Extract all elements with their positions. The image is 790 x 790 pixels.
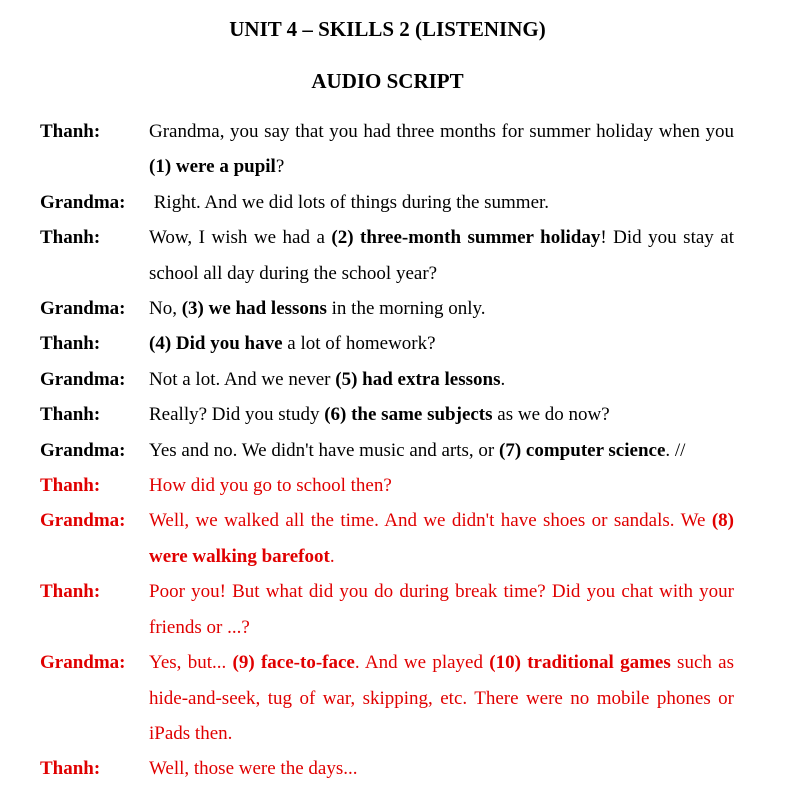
line-text: Well, we walked all the time. And we didn't have shoes or sandals. We xyxy=(149,510,712,532)
answer-text: (7) computer science xyxy=(499,439,666,461)
line-text: in the morning only. xyxy=(326,298,486,320)
speaker-name: Thanh: xyxy=(40,581,101,603)
dialogue-turn-highlighted xyxy=(40,503,734,574)
answer-text: (9) face-to-face xyxy=(232,652,355,674)
speaker-name: Grandma: xyxy=(40,191,126,213)
dialogue-turn xyxy=(40,326,734,361)
speaker-name: Grandma: xyxy=(40,298,126,320)
dialogue-turn-highlighted xyxy=(40,468,734,503)
page-subtitle: AUDIO SCRIPT xyxy=(311,69,464,93)
line-text: No, xyxy=(149,298,182,320)
dialogue-line xyxy=(149,362,734,397)
dialogue-turn-highlighted xyxy=(40,574,734,645)
line-text: Well, those were the days... xyxy=(149,758,358,780)
line-text: ! Did you stay at school all day during the school year? xyxy=(149,227,734,284)
line-text: Poor you! But what did you do during break time? Did you chat with your friends or ...? xyxy=(149,581,734,638)
line-text: ? xyxy=(275,156,285,178)
dialogue-line xyxy=(149,291,734,326)
dialogue-turn xyxy=(40,185,734,220)
dialogue-line xyxy=(149,185,734,220)
line-text: Really? Did you study xyxy=(149,404,325,426)
line-text: . // xyxy=(665,439,686,461)
speaker-name: Grandma: xyxy=(40,652,126,674)
dialogue-line xyxy=(149,220,734,291)
dialogue-turn-highlighted xyxy=(40,751,734,786)
dialogue-turn-highlighted xyxy=(40,645,734,751)
speaker-name: Grandma: xyxy=(40,368,126,390)
line-text: Wow, I wish we had a xyxy=(149,227,332,249)
speaker-name: Thanh: xyxy=(40,758,101,780)
line-text: How did you go to school then? xyxy=(149,475,392,497)
dialogue-turn xyxy=(40,362,734,397)
dialogue-line xyxy=(149,503,734,574)
line-text: Grandma, you say that you had three months for summer holiday when you xyxy=(149,121,734,142)
line-text: as we do now? xyxy=(492,404,610,426)
line-text: such as hide-and-seek, tug of war, skipping, etc. There were no mobile phones or iPads then. xyxy=(149,652,734,744)
dialogue-line xyxy=(149,433,734,468)
answer-text: (10) traditional games xyxy=(489,652,671,674)
dialogue-line xyxy=(149,114,734,185)
dialogue-turn xyxy=(40,433,734,468)
answer-text: (6) the same subjects xyxy=(324,404,493,426)
line-text: . And we played xyxy=(354,652,490,674)
speaker-name: Thanh: xyxy=(40,227,101,249)
audio-script xyxy=(40,114,734,787)
answer-text: (3) we had lessons xyxy=(181,298,327,320)
answer-text: (2) three-month summer holiday xyxy=(331,227,601,249)
answer-text: (5) had extra lessons xyxy=(335,368,501,390)
speaker-name: Grandma: xyxy=(40,510,126,532)
dialogue-line xyxy=(149,468,734,503)
line-text: Yes, but... xyxy=(149,652,233,674)
dialogue-turn xyxy=(40,291,734,326)
answer-text: (4) Did you have xyxy=(149,333,283,355)
dialogue-turn xyxy=(40,220,734,291)
dialogue-turn xyxy=(40,114,734,185)
page-title: UNIT 4 – SKILLS 2 (LISTENING) xyxy=(229,17,546,41)
dialogue-line xyxy=(149,574,734,645)
line-text: Right. And we did lots of things during the summer. xyxy=(149,191,550,213)
line-text: a lot of homework? xyxy=(282,333,436,355)
answer-text: (8) were walking barefoot xyxy=(149,510,734,567)
line-text: Not a lot. And we never xyxy=(149,368,336,390)
line-text: Yes and no. We didn't have music and arts, or xyxy=(149,439,500,461)
dialogue-line xyxy=(149,645,734,751)
speaker-name: Grandma: xyxy=(40,439,126,461)
speaker-name: Thanh: xyxy=(40,475,101,497)
speaker-name: Thanh: xyxy=(40,404,101,426)
line-text: . xyxy=(500,368,506,390)
dialogue-line xyxy=(149,397,734,432)
speaker-name: Thanh: xyxy=(40,333,101,355)
line-text: . xyxy=(329,545,335,567)
dialogue-turn xyxy=(40,397,734,432)
answer-text: (1) were a pupil xyxy=(149,156,276,178)
speaker-name: Thanh: xyxy=(40,121,101,142)
dialogue-line xyxy=(149,751,734,786)
dialogue-line xyxy=(149,326,734,361)
